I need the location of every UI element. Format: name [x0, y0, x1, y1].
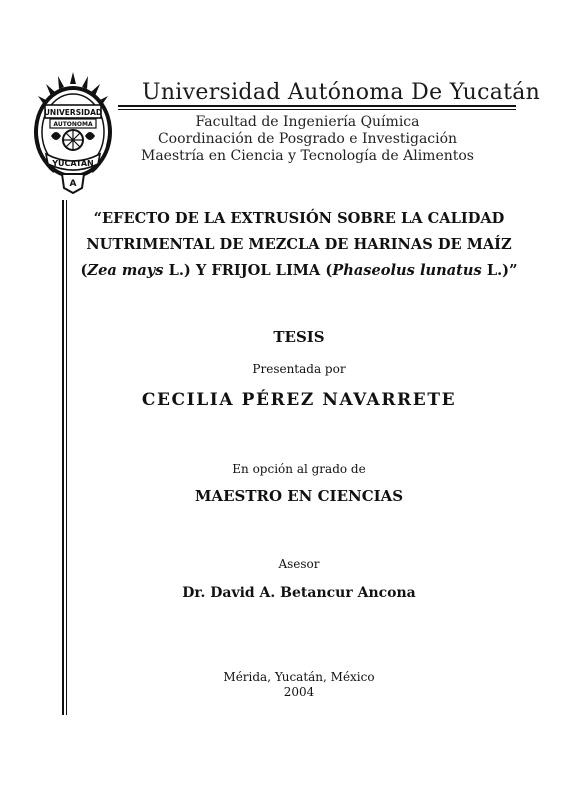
- degree-name: MAESTRO EN CIENCIAS: [194, 487, 404, 505]
- svg-text:A: A: [69, 179, 77, 189]
- degree-label: En opción al grado de: [232, 462, 366, 476]
- presented-by-label: Presentada por: [252, 362, 346, 376]
- thesis-title-line-1: “EFECTO DE LA EXTRUSIÓN SOBRE LA CALIDAD: [93, 210, 505, 227]
- author-name: CECILIA PÉREZ NAVARRETE: [141, 390, 457, 410]
- university-name: Universidad Autónoma De Yucatán: [142, 80, 541, 105]
- document-type: TESIS: [273, 328, 325, 346]
- thesis-title-line-3: (Zea mays L.) Y FRIJOL LIMA (Phaseolus lunatus L.)”: [80, 262, 518, 279]
- svg-text:UNIVERSIDAD: UNIVERSIDAD: [43, 108, 103, 117]
- advisor-label: Asesor: [278, 557, 320, 571]
- advisor-name: Dr. David A. Betancur Ancona: [182, 585, 416, 601]
- svg-text:AUTONOMA: AUTONOMA: [53, 121, 93, 128]
- faculty-name: Facultad de Ingeniería Química: [195, 114, 420, 130]
- place: Mérida, Yucatán, México: [223, 670, 375, 684]
- header-rule-top: [118, 105, 516, 107]
- svg-text:YUCATAN: YUCATAN: [52, 159, 94, 168]
- species-phaseolus-lunatus: Phaseolus lunatus: [332, 262, 482, 279]
- coordination-name: Coordinación de Posgrado e Investigación: [157, 131, 458, 147]
- year: 2004: [283, 685, 315, 699]
- thesis-title-line-2: NUTRIMENTAL DE MEZCLA DE HARINAS DE MAÍZ: [86, 236, 512, 253]
- header-rule-bottom: [118, 109, 516, 110]
- university-seal-logo: [32, 70, 114, 195]
- species-zea-mays: Zea mays: [87, 262, 164, 279]
- program-name: Maestría en Ciencia y Tecnología de Alimentos: [140, 148, 474, 164]
